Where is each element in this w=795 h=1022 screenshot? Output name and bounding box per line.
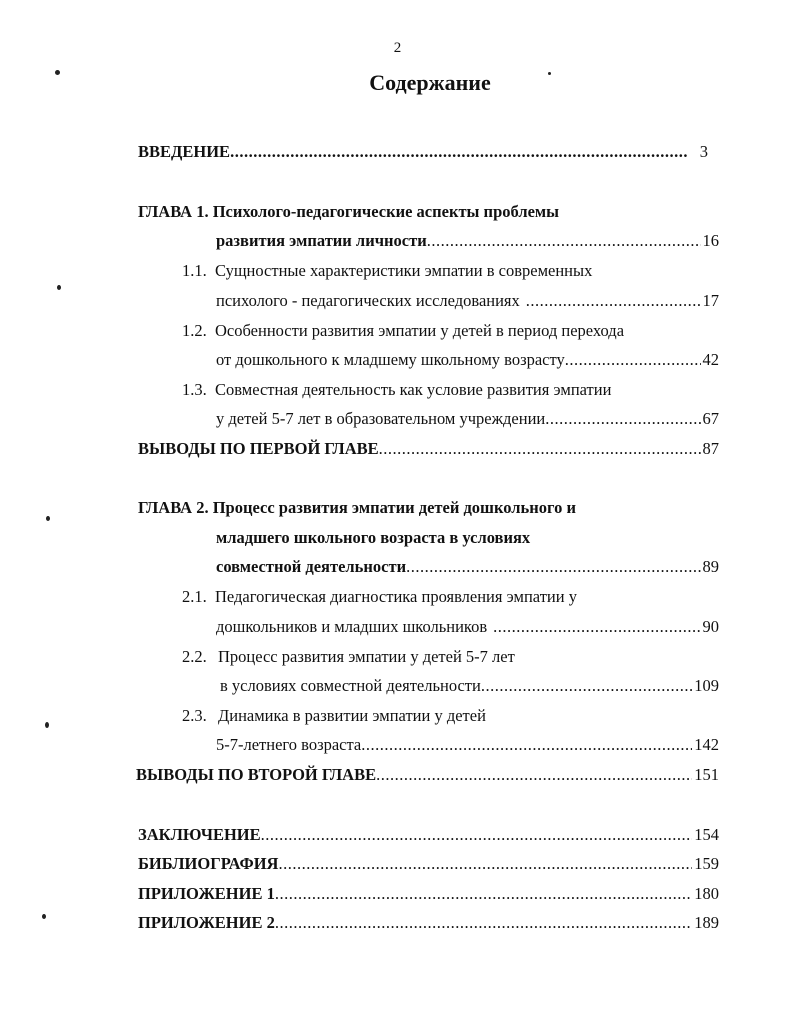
toc-label: ВЫВОДЫ ПО ПЕРВОЙ ГЛАВЕ	[138, 439, 379, 458]
toc-page: 3	[699, 142, 708, 161]
toc-label: ВЫВОДЫ ПО ВТОРОЙ ГЛАВЕ	[136, 765, 377, 784]
toc-appendix-2[interactable]	[138, 910, 719, 936]
toc-label: ВВЕДЕНИЕ	[138, 142, 231, 161]
toc-page: 154	[694, 825, 719, 844]
toc-label: ГЛАВА 1. Психолого-педагогические аспекты проблемы	[138, 202, 560, 221]
toc-page: 189	[694, 913, 719, 932]
toc-section-1-1[interactable]	[216, 288, 719, 314]
toc-section-1-1-heading[interactable]	[182, 258, 722, 284]
scan-speck	[57, 285, 61, 290]
toc-page: 159	[694, 854, 719, 873]
toc-page: 89	[702, 557, 719, 576]
toc-bibliography[interactable]	[138, 851, 719, 877]
toc-page: 87	[702, 439, 719, 458]
leader-dots	[278, 851, 692, 877]
toc-section-1-2-heading[interactable]	[182, 318, 722, 344]
leader-dots	[376, 762, 692, 788]
leader-dots	[481, 673, 692, 699]
toc-label: младшего школьного возраста в условиях	[216, 528, 531, 547]
leader-dots	[275, 910, 692, 936]
toc-label: ГЛАВА 2. Процесс развития эмпатии детей дошкольного и	[138, 498, 577, 517]
toc-label: ПРИЛОЖЕНИЕ 2	[138, 913, 275, 932]
toc-appendix-1[interactable]	[138, 881, 719, 907]
toc-label: совместной деятельности	[216, 557, 407, 576]
leader-dots	[230, 139, 688, 165]
page-number: 2	[393, 40, 402, 56]
toc-page: 142	[694, 735, 719, 754]
leader-dots	[261, 822, 693, 848]
toc-label: ЗАКЛЮЧЕНИЕ	[138, 825, 261, 844]
toc-label: в условиях совместной деятельности	[220, 676, 481, 695]
leader-dots	[545, 406, 700, 432]
toc-label: 5-7-летнего возраста	[216, 735, 362, 754]
toc-chapter-2[interactable]	[216, 554, 719, 580]
toc-page: 42	[702, 350, 719, 369]
toc-section-1-3[interactable]	[216, 406, 719, 432]
toc-label: у детей 5-7 лет в образовательном учреждении	[216, 409, 546, 428]
leader-dots	[361, 732, 692, 758]
toc-section-2-2-heading[interactable]	[182, 644, 722, 670]
toc-label: Совместная деятельность как условие развития эмпатии	[215, 380, 612, 399]
toc-conclusions-chapter-1[interactable]	[138, 436, 719, 462]
toc-label: ПРИЛОЖЕНИЕ 1	[138, 884, 275, 903]
toc-chapter-1[interactable]	[216, 228, 719, 254]
toc-section-2-1-heading[interactable]	[182, 584, 722, 610]
page-title: Содержание	[369, 70, 491, 95]
toc-label: дошкольников и младших школьников	[216, 617, 488, 636]
toc-page: 67	[702, 409, 719, 428]
toc-entry-intro[interactable]	[138, 139, 708, 165]
toc-section-1-3-heading[interactable]	[182, 377, 722, 403]
leader-dots	[406, 554, 700, 580]
toc-chapter-1-heading[interactable]	[138, 199, 718, 225]
toc-label: Сущностные характеристики эмпатии в современных	[215, 261, 593, 280]
toc-label: Процесс развития эмпатии у детей 5-7 лет	[218, 647, 515, 666]
leader-dots	[275, 881, 692, 907]
toc-number: 1.2.	[182, 321, 207, 340]
toc-number: 2.1.	[182, 587, 207, 606]
toc-chapter-2-heading-2[interactable]	[216, 525, 716, 551]
toc-page: 109	[694, 676, 719, 695]
toc-number: 1.1.	[182, 261, 207, 280]
toc-page: 16	[702, 231, 719, 250]
toc-page: 90	[702, 617, 719, 636]
toc-section-1-2[interactable]	[216, 347, 719, 373]
toc-number: 2.3.	[182, 706, 207, 725]
toc-conclusion[interactable]	[138, 822, 719, 848]
toc-label: Педагогическая диагностика проявления эмпатии у	[215, 587, 577, 606]
leader-dots	[427, 228, 701, 254]
scan-speck	[45, 722, 49, 728]
toc-section-2-2[interactable]	[220, 673, 719, 699]
toc-page: 151	[694, 765, 719, 784]
toc-section-2-3[interactable]	[216, 732, 719, 758]
toc-section-2-1[interactable]	[216, 614, 719, 640]
scan-speck	[46, 516, 50, 521]
toc-conclusions-chapter-2[interactable]	[136, 762, 719, 788]
toc-label: развития эмпатии личности	[216, 231, 427, 250]
toc-label: БИБЛИОГРАФИЯ	[138, 854, 279, 873]
leader-dots	[379, 436, 701, 462]
toc-section-2-3-heading[interactable]	[182, 703, 722, 729]
toc-label: психолого - педагогических исследованиях	[216, 291, 520, 310]
toc-number: 1.3.	[182, 380, 207, 399]
leader-dots	[487, 614, 700, 640]
toc-label: Динамика в развитии эмпатии у детей	[218, 706, 486, 725]
toc-page: 17	[702, 291, 719, 310]
toc-label: Особенности развития эмпатии у детей в период перехода	[215, 321, 625, 340]
toc-number: 2.2.	[182, 647, 207, 666]
leader-dots	[565, 347, 701, 373]
leader-dots	[520, 288, 701, 314]
toc-page: 180	[694, 884, 719, 903]
toc-label: от дошкольного к младшему школьному возрасту	[216, 350, 565, 369]
scan-speck	[42, 914, 46, 919]
toc-chapter-2-heading[interactable]	[138, 495, 718, 521]
